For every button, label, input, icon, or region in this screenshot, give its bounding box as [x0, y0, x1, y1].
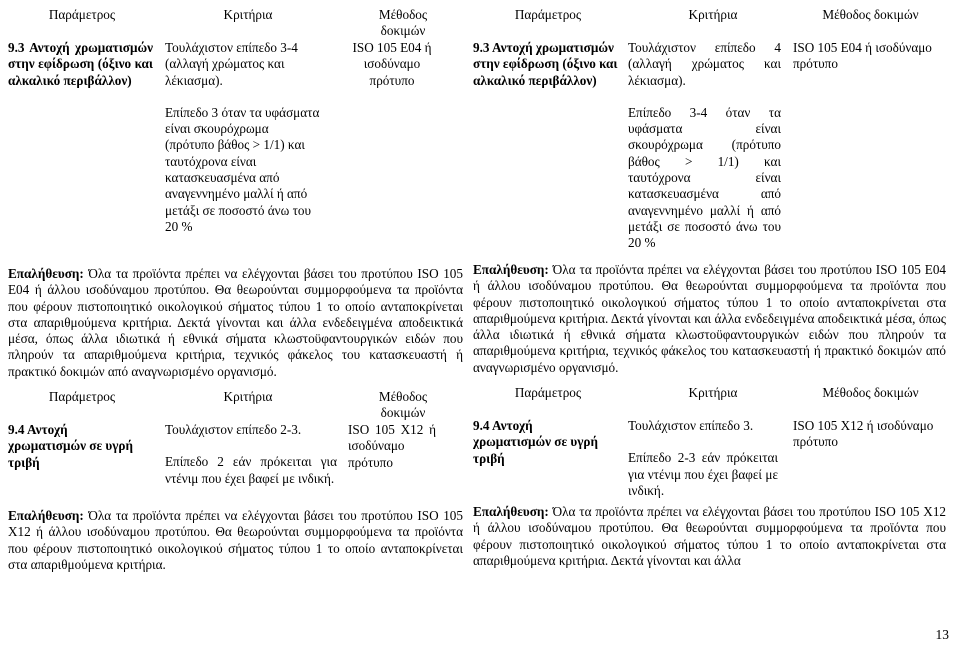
criteria-cell: Τουλάχιστον επίπεδο 3-4 (αλλαγή χρώματος και λέκιασμα). Επίπεδο 3 όταν τα υφάσματα είναι σκουρόχρωμα (πρότυπο βάθος > 1/1) και ταυτόχρονα είναι κατασκευασμένα από αναγεννημένο μαλλί ή από μετάξι σε ποσοστό άνω του 20 % [165, 40, 320, 234]
header-parameter: Παράμετρος [514, 7, 582, 22]
criterion-row-9-4 [473, 418, 946, 504]
header-parameter: Παράμετρος [48, 7, 116, 22]
verification-paragraph: Επαλήθευση: Όλα τα προϊόντα πρέπει να ελέγχονται βάσει του προτύπου ISO 105 E04 ή άλλου ισοδύναμου προτύπου. Θα θεωρούνται συμμορφούμενα τα προϊόντα που φέρουν πιστοποιητικό οικολογικού σήματος τύπου 1 το οποίο ανταποκρίνεται στα απαριθμούμενα κριτήρια. Δεκτά γίνονται και άλλα ενδεδειγμένα αποδεικτικά μέσα, όπως άλλα ιδιωτικά ή εθνικά σήματα κλωστοϋφαντουργικών ειδών που πληρούν τα απαριθμούμενα κριτήρια, τεχνικός φάκελος του κατασκευαστή ή πρακτικό δοκιμών από αναγνωρισμένο οργανισμό. [473, 262, 947, 375]
parameter-cell: 9.4 Αντοχή χρωματισμών σε υγρή τριβή [8, 422, 133, 470]
criteria-cell: Τουλάχιστον επίπεδο 3. Επίπεδο 2-3 εάν πρόκειται για ντένιμ που έχει βαφεί με ινδική. [628, 418, 778, 498]
parameter-cell: 9.4 Αντοχή χρωματισμών σε υγρή τριβή [473, 418, 598, 466]
verification-paragraph: Επαλήθευση: Όλα τα προϊόντα πρέπει να ελέγχονται βάσει του προτύπου ISO 105 X12 ή άλλου ισοδύναμου προτύπου. Θα θεωρούνται συμμορφούμενα τα προϊόντα που φέρουν πιστοποιητικό οικολογικού σήματος τύπου 1 το οποίο ανταποκρίνεται στα απαριθμούμενα κριτήρια. [8, 508, 463, 572]
right-column [473, 4, 946, 569]
method-cell: ISO 105 E04 ή ισοδύναμο πρότυπο [352, 40, 432, 88]
header-method: Μέθοδος δοκιμών [378, 7, 428, 39]
header-method: Μέθοδος δοκιμών [822, 385, 919, 401]
method-cell: ISO 105 X12 ή ισοδύναμο πρότυπο [348, 422, 436, 470]
criterion-row-9-3 [8, 40, 463, 266]
header-criteria: Κριτήρια [688, 385, 738, 401]
parameter-cell: 9.3 Αντοχή χρωματισμών στην εφίδρωση (όξινο και αλκαλικό περιβάλλον) [473, 40, 618, 88]
table-header [8, 386, 463, 422]
method-cell: ISO 105 E04 ή ισοδύναμο πρότυπο [793, 40, 932, 72]
page-number: 13 [935, 626, 949, 642]
verification-paragraph: Επαλήθευση: Όλα τα προϊόντα πρέπει να ελέγχονται βάσει του προτύπου ISO 105 E04 ή άλλου ισοδύναμου προτύπου. Θα θεωρούνται συμμορφούμενα τα προϊόντα που φέρουν πιστοποιητικό οικολογικού σήματος τύπου 1 το οποίο ανταποκρίνεται στα απαριθμούμενα κριτήρια. Δεκτά γίνονται και άλλα ενδεδειγμένα αποδεικτικά μέσα, όπως άλλα ιδιωτικά ή εθνικά σήματα κλωστοϋφαντουργικών ειδών που πληρούν τα απαριθμούμενα κριτήρια, τεχνικός φάκελος του κατασκευαστή ή πρακτικό δοκιμών από αναγνωρισμένο οργανισμό. [8, 266, 463, 379]
header-method: Μέθοδος δοκιμών [378, 389, 428, 421]
method-cell: ISO 105 X12 ή ισοδύναμο πρότυπο [793, 418, 934, 450]
criteria-cell: Τουλάχιστον επίπεδο 4 (αλλαγή χρώματος και λέκιασμα). Επίπεδο 3-4 όταν τα υφάσματα είναι σκουρόχρωμα (πρότυπο βάθος > 1/1) και ταυτόχρονα είναι κατασκευασμένα από αναγεννημένο μαλλί ή από μετάξι σε ποσοστό άνω του 20 % [628, 40, 781, 251]
header-parameter: Παράμετρος [514, 385, 582, 401]
header-parameter: Παράμετρος [48, 389, 116, 405]
criterion-row-9-3 [473, 40, 946, 262]
table-header [8, 4, 463, 40]
parameter-cell: 9.3 Αντοχή χρωματισμών στην εφίδρωση (όξινο και αλκαλικό περιβάλλον) [8, 40, 153, 88]
header-criteria: Κριτήρια [223, 7, 273, 22]
table-header [473, 4, 946, 40]
table-header [473, 382, 946, 418]
left-column [8, 4, 463, 573]
header-criteria: Κριτήρια [688, 7, 738, 22]
verification-paragraph: Επαλήθευση: Όλα τα προϊόντα πρέπει να ελέγχονται βάσει του προτύπου ISO 105 X12 ή άλλου ισοδύναμου προτύπου. Θα θεωρούνται συμμορφούμενα τα προϊόντα που φέρουν πιστοποιητικό οικολογικού σήματος τύπου 1 το οποίο ανταποκρίνεται στα απαριθμούμενα κριτήρια. Δεκτά γίνονται και άλλα [473, 504, 947, 568]
criteria-cell: Τουλάχιστον επίπεδο 2-3. Επίπεδο 2 εάν πρόκειται για ντένιμ που έχει βαφεί με ινδική. [165, 422, 337, 486]
header-method: Μέθοδος δοκιμών [822, 7, 919, 22]
header-criteria: Κριτήρια [223, 389, 273, 405]
criterion-row-9-4 [8, 422, 463, 508]
